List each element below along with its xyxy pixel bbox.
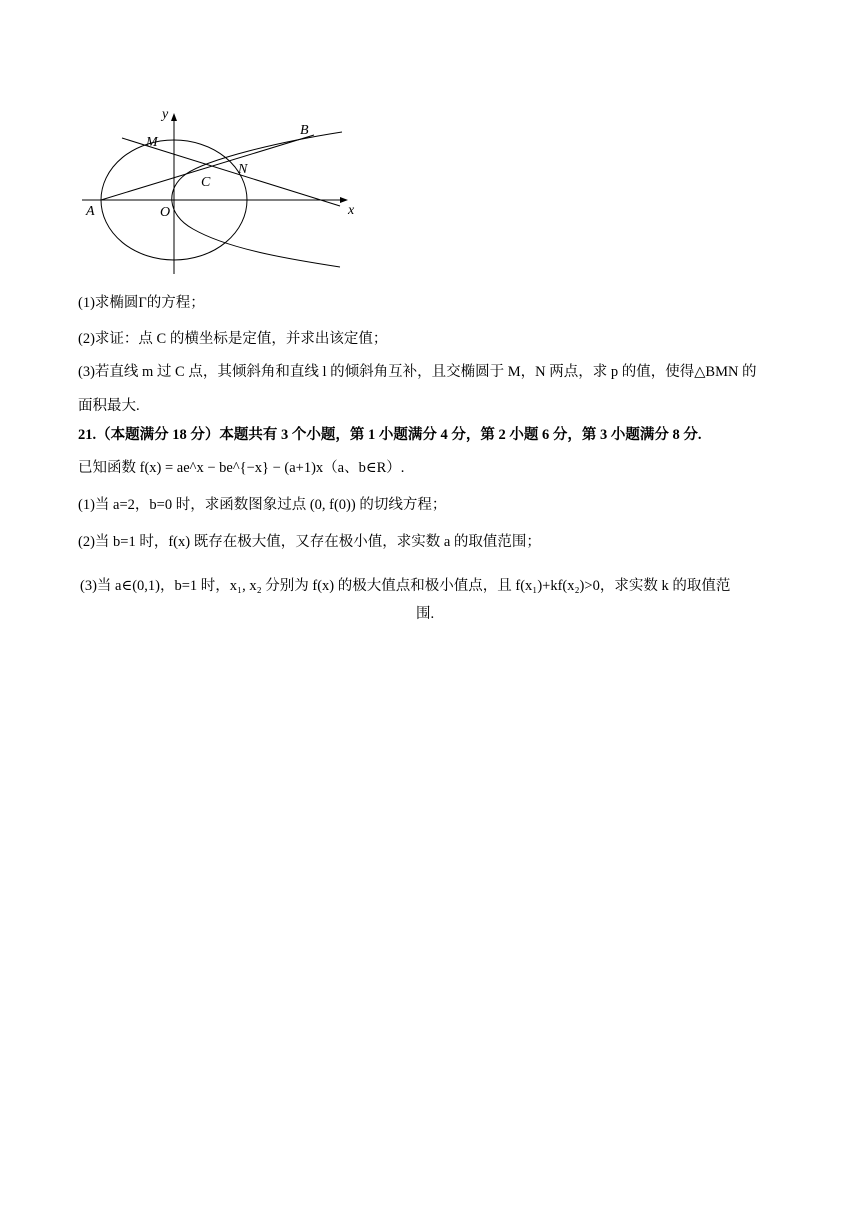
label-x: x — [348, 203, 355, 218]
geometry-figure — [78, 104, 378, 279]
x-axis-arrow — [340, 197, 348, 203]
q20-part1: (1)求椭圆Γ的方程； — [78, 295, 205, 311]
y-axis-arrow — [171, 113, 177, 121]
label-O: O — [160, 205, 171, 220]
q21-header: 21.（本题满分 18 分）本题共有 3 个小题，第 1 小题满分 4 分，第 2 小题 6 分，第 3 小题满分 8 分. — [78, 427, 702, 443]
q21-part3-line1: (3)当 a∈(0,1)，b=1 时，x₁, x₂ 分别为 f(x) 的极大值点和极小值点，且 f(x₁)+kf(x₂)>0，求实数 k 的取值范 — [80, 578, 731, 594]
label-M: M — [146, 135, 158, 150]
q21-part1: (1)当 a=2，b=0 时，求函数图象过点 (0, f(0)) 的切线方程； — [78, 497, 447, 513]
q20-part3-line1: (3)若直线 m 过 C 点，其倾斜角和直线 l 的倾斜角互补，且交椭圆于 M，N 两点，求 p 的值，使得△BMN 的 — [78, 364, 757, 380]
q20-part2: (2)求证：点 C 的横坐标是定值，并求出该定值； — [78, 331, 388, 347]
label-B: B — [300, 123, 309, 138]
label-A: A — [86, 204, 95, 219]
q20-part3-line2: 面积最大. — [78, 398, 140, 414]
label-N: N — [238, 162, 248, 177]
label-y: y — [162, 107, 169, 122]
q21-part3-line2: 围. — [416, 606, 435, 622]
q21-part2: (2)当 b=1 时，f(x) 既存在极大值，又存在极小值，求实数 a 的取值范围； — [78, 534, 541, 550]
q21-intro: 已知函数 f(x) = ae^x − be^{−x} − (a+1)x（a、b∈R）. — [78, 460, 405, 476]
label-C: C — [201, 175, 211, 190]
line-AB — [101, 135, 314, 200]
